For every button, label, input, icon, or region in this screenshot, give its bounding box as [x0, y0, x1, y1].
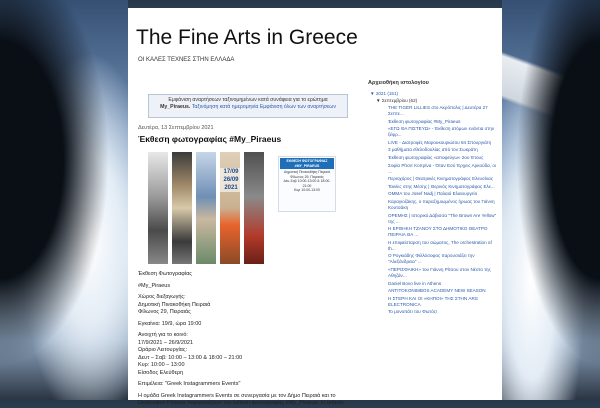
- body-line: Χώρος διεξαγωγής:: [138, 294, 186, 300]
- archive-post-link[interactable]: 3 μαθήματα εθελοδουλίας από τον Σωκράτη: [388, 147, 478, 153]
- notice-query: My_Piraeus.: [160, 104, 191, 110]
- archive-post-link[interactable]: Ο Ρογκιάδης Φιλλόσοφος παρουσιάζει την "Αλεξάνδρεια" ...: [388, 253, 475, 265]
- show-all-posts-link[interactable]: Εμφάνιση όλων των αναρτήσεων: [259, 104, 336, 110]
- body-line: Έκθεση Φωτογραφίας: [138, 271, 192, 277]
- post-body: [138, 271, 368, 408]
- archive-post-link[interactable]: Έκθεση φωτογραφίας #My_Piraeus: [388, 118, 461, 124]
- background-airplane-window-left: [0, 0, 128, 400]
- archive-post-link[interactable]: ANTITOKONIMBOS ACADEMY NEW SEASON: [388, 288, 486, 294]
- poster-info-card: [278, 156, 336, 212]
- info-card-line: Κυρ 10:00-13:00: [294, 188, 320, 192]
- archive-post-link[interactable]: «ΕΓΩ ΘΑ ΠΙΣΤΕΥΩ» - Έκθεση ατόμων ενάντια στην ξέφρ...: [388, 126, 495, 138]
- body-line: Φίλωνος 29, Πειραιάς: [138, 309, 191, 315]
- body-line: Destination Piraeus παρουσιάζουν την έκθεση φωτογραφίας #My_Piraeus. Η έκθεση: [138, 400, 344, 406]
- archive-year-toggle[interactable]: ▼ 2021 (151): [370, 91, 399, 96]
- archive-post-link[interactable]: Daniel Bovo live in Athens: [388, 280, 442, 286]
- blog-archive-sidebar: [368, 80, 498, 317]
- info-card-line: Δευ-Σαβ 10:00-13:00 & 18:00-21:00: [283, 179, 331, 188]
- info-card-line: Δημοτική Πινακοθήκη Πειραιά: [283, 170, 330, 174]
- body-line: 17/9/2021 – 26/9/2021: [138, 339, 194, 346]
- archive-post-link[interactable]: Έκθεση φωτογραφίας «αποφεύγω» 2ου Έτους: [388, 154, 484, 160]
- body-line: Δευτ – Σαβ: 10:00 – 13:00 & 18:00 – 21:00: [138, 354, 243, 361]
- archive-post-link[interactable]: Περιοχόρος | Θεατρικές Κινηματογράφος Ελευσίνας: [388, 176, 494, 182]
- archive-post-link[interactable]: Σοφία Ρίτσιτ Κοπρίνα - Όταν Εσύ Έρχεις Αρκούδα, οι ...: [388, 162, 496, 174]
- blog-description: ΟΙ ΚΑΛΕΣ ΤΕΧΝΕΣ ΣΤΗΝ ΕΛΛΑΔΑ: [138, 57, 235, 63]
- archive-post-link[interactable]: Ταινίες στης Μέσης | Θερινός Κινηματογράφος Ελε...: [388, 183, 495, 189]
- archive-post-link[interactable]: Η ΕΡΘΗΚΗ ΤΖΑΝΟΥ ΣΤΟ ΔΗΜΟΤΙΚΟ ΘΕΑΤΡΟ ΠΕΙΡΑΙΑ ΘΑ ...: [388, 226, 488, 238]
- archive-month-toggle[interactable]: ▼ Σεπτεμβρίου (62): [376, 98, 418, 103]
- blog-page: [128, 8, 502, 406]
- poster-photo-3: [196, 152, 216, 264]
- archive-post-link[interactable]: ΟΜΜΑ του Josef Nadj | Παλαιό Ελαιουργείο: [388, 191, 478, 197]
- archive-post-list: [368, 105, 498, 315]
- poster-photo-5: [244, 152, 264, 264]
- archive-post-link[interactable]: THE TIGER LILLIES στο Ακρόπολις | Δευτέρα 27 Σεπτε...: [388, 105, 488, 116]
- body-line: Εγκαίνια: 19/9, ώρα 19:00: [138, 320, 202, 327]
- blog-title[interactable]: The Fine Arts in Greece: [136, 26, 358, 49]
- info-card-line: Φίλωνος 29, Πειραιάς: [290, 174, 324, 179]
- exhibition-poster-image[interactable]: [148, 148, 273, 266]
- body-line: Επιμέλεια: "Greek Instagrammers Events": [138, 381, 241, 387]
- info-card-header: ΕΚΘΕΣΗ ΦΩΤΟΓΡΑΦΙΑΣ #MY_PIRAEUS: [280, 158, 334, 169]
- archive-post-link[interactable]: «ΠΕΡΙΣΦΑΙΚΗ» του Γιάννη Ρίτσου στον Νέστο της Αθηζάν...: [388, 266, 491, 278]
- search-notice: [148, 94, 348, 118]
- post-date: Δευτέρα, 13 Σεπτεμβρίου 2021: [138, 125, 214, 131]
- body-line: Η ομάδα Greek Instagrammers Events σε συνεργασία με τον Δήμο Πειραιά και το: [138, 392, 336, 399]
- background-airplane-window-right: [502, 0, 600, 400]
- poster-dates: 17/09 26/09 2021: [218, 168, 244, 192]
- body-line: Δημοτική Πινακοθήκη Πειραιά: [138, 301, 211, 308]
- archive-post-link[interactable]: Το μονοπάτι του Φωτός!: [388, 309, 438, 315]
- poster-photo-1: [148, 152, 168, 264]
- archive-post-link[interactable]: Η επιφαίσταρση του σώματος, The orchestration of th...: [388, 239, 492, 251]
- notice-text: Εμφάνιση αναρτήσεων ταξινομημένων κατά συνάφεια για το ερώτημα: [168, 97, 328, 103]
- archive-post-link[interactable]: ΟΡΕΜΗΣ | Ιστορικό Δάβισσα "The Brown Are Yellow" της ...: [388, 212, 497, 224]
- body-line: Είσοδος Ελεύθερη: [138, 369, 184, 376]
- archive-title: Αρχειοθήκη ιστολογίου: [368, 80, 429, 86]
- post-title[interactable]: Έκθεση φωτογραφίας #My_Piraeus: [138, 134, 282, 144]
- body-line: Ανοιχτή για το κοινό:: [138, 332, 188, 338]
- sort-by-date-link[interactable]: Ταξινόμηση κατά ημερομηνία: [191, 104, 259, 110]
- body-line: #My_Piraeus: [138, 282, 171, 289]
- archive-post-link[interactable]: Καραγιοζάκης, ο παραζημιωμένος ήρωας του Γιάννη Κουτσάκη: [388, 198, 495, 210]
- body-line: Κυρ: 10:00 – 13:00: [138, 362, 185, 368]
- poster-photo-2: [172, 152, 192, 264]
- archive-post-link[interactable]: Η ΣΤΕΡΗ ΚΑΙ ΟΙ «ΚΗΠΟΙ» ΤΗΣ ΣΤΗΝ ARS ELECTRONICA: [388, 295, 478, 307]
- body-line: Ωράριο Λειτουργίας:: [138, 347, 188, 353]
- archive-post-link[interactable]: LIVE - Διατροφές Μαρουκουριώτου 84 Σπουργιάτη: [388, 139, 492, 145]
